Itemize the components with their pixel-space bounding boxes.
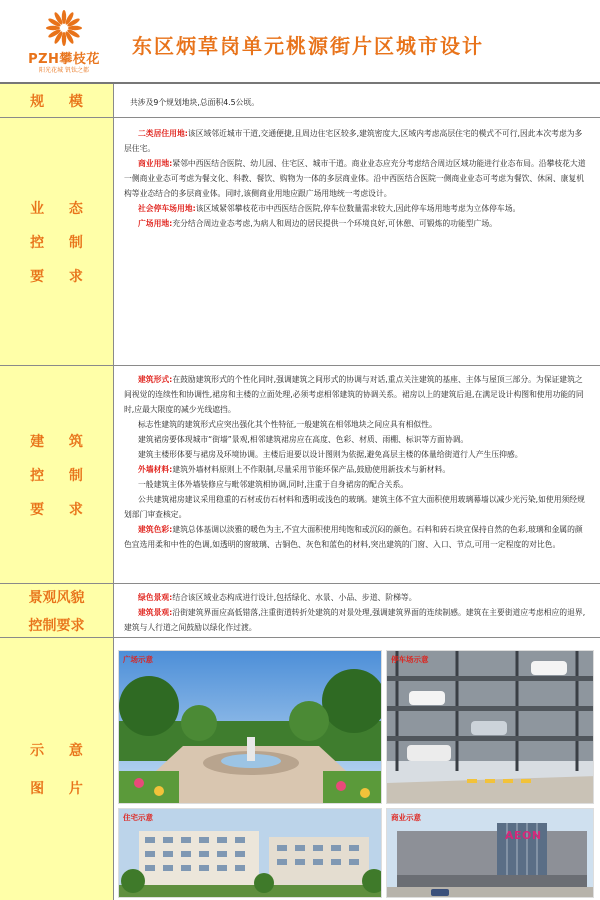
images-label-2: 图 片 bbox=[30, 781, 93, 797]
row-example-images bbox=[0, 638, 600, 900]
logo-text: PZH攀枝花 bbox=[28, 52, 100, 67]
row-body-use bbox=[118, 118, 594, 365]
row-label-scale bbox=[0, 84, 114, 117]
arch-para: 外墙材料:建筑外墙材料原则上不作限制,尽量采用节能环保产品,鼓励使用新技术与新材料。 bbox=[138, 465, 451, 474]
arch-label-2: 控 制 bbox=[30, 467, 93, 484]
arch-para: 公共建筑裙房建议采用稳重的石材或仿石材料和透明或浅色的玻璃。建筑主体不宜大面积使用玻璃幕墙以减少光污染,如使用须经规划部门审查核定。 bbox=[124, 495, 585, 519]
use-label-3: 要 求 bbox=[30, 268, 93, 285]
use-para: 商业用地:紧邻中西医结合医院、幼儿园、住宅区、城市干道。商业业态应充分考虑结合周边区域功能进行业态布局。沿攀枝花大道一侧商业业态可考虑为餐文化、科教、餐饮、购物为一体的多层商业体。沿中西医结合医院一侧商业业态可考虑为餐饮、休闲、康复机构等业态结合的多层商业体。同时,该侧商业用地应跟广场用地统一考虑设计。 bbox=[124, 159, 586, 198]
row-body-landscape bbox=[118, 584, 594, 637]
design-table bbox=[0, 82, 600, 900]
row-label-arch bbox=[0, 366, 114, 583]
plaza-caption: 广场示意 bbox=[123, 655, 153, 664]
row-use-control bbox=[0, 118, 600, 366]
parking-photo bbox=[386, 650, 594, 804]
scale-label: 规 模 bbox=[30, 93, 93, 110]
arch-label-1: 建 筑 bbox=[30, 433, 93, 450]
residential-photo bbox=[118, 808, 382, 898]
landscape-para: 建筑景观:沿街建筑界面应高低错落,注重街道转折处建筑的对景处理,强调建筑界面的连续制感。建筑在主要街道应考虑相应的退界,建筑与人行道之间鼓励以绿化作过渡。 bbox=[124, 608, 586, 632]
row-label-landscape bbox=[0, 584, 114, 637]
flower-logo-icon bbox=[44, 8, 84, 48]
page-title: 东区炳草岗单元桃源街片区城市设计 bbox=[132, 34, 484, 58]
row-architecture-control bbox=[0, 366, 600, 584]
scale-text: 共涉及9个规划地块,总面积4.5公顷。 bbox=[130, 98, 259, 107]
row-scale bbox=[0, 84, 600, 118]
row-body-arch bbox=[118, 366, 594, 583]
residential-caption: 住宅示意 bbox=[123, 813, 153, 822]
landscape-para: 绿色景观:结合该区域业态构成进行设计,包括绿化、水景、小品、步道、阶梯等。 bbox=[138, 593, 417, 602]
use-para: 广场用地:充分结合周边业态考虑,为病人和周边的居民提供一个环境良好,可休憩、可锻炼的功能型广场。 bbox=[138, 219, 497, 228]
arch-para: 建筑主楼形体要与裙房及环境协调。主楼后退要以设计图则为依据,避免高层主楼的体量给街道行人产生压抑感。 bbox=[138, 450, 523, 459]
arch-para: 标志性建筑的建筑形式应突出强化其个性特征,一般建筑在相邻地块之间应具有相似性。 bbox=[138, 420, 437, 429]
landscape-label-1: 景观风貌 bbox=[28, 589, 85, 606]
use-para: 社会停车场用地:该区域紧邻攀枝花市中西医结合医院,停车位数量需求较大,因此停车场用地考虑为立体停车场。 bbox=[138, 204, 521, 213]
commercial-photo bbox=[386, 808, 594, 898]
mall-sign: AEON bbox=[505, 829, 542, 842]
arch-para: 建筑裙房要体现城市“街墙”景观,相邻建筑裙房应在高度、色彩、材质、雨棚、标识等方面协调。 bbox=[138, 435, 469, 444]
pzh-logo bbox=[14, 8, 114, 74]
row-landscape-control bbox=[0, 584, 600, 638]
arch-para: 建筑形式:在鼓励建筑形式的个性化同时,强调建筑之间形式的协调与对话,重点关注建筑的基座、主体与屋顶三部分。为保证建筑之间视觉的连续性和协调性,裙房和主楼的立面处理,必须考虑相邻建筑的协调关系。裙房以上的建筑后退,在满足设计构图和使用功能的同时,应最大限度的减少光线遮挡。 bbox=[124, 375, 584, 414]
landscape-label-2: 控制要求 bbox=[28, 617, 85, 634]
arch-label-3: 要 求 bbox=[30, 501, 93, 518]
row-label-use bbox=[0, 118, 114, 365]
page-header bbox=[0, 0, 600, 82]
use-para: 二类居住用地:该区域邻近城市干道,交通便捷,且周边住宅区较多,建筑密度大,区域内考虑高层住宅的模式不可行,因此本次考虑为多层住宅。 bbox=[124, 129, 583, 153]
plaza-photo bbox=[118, 650, 382, 804]
commercial-caption: 商业示意 bbox=[391, 813, 421, 822]
row-body-scale bbox=[118, 84, 594, 117]
images-label-1: 示 意 bbox=[30, 743, 93, 759]
arch-para: 建筑色彩:建筑总体基调以淡雅的暖色为主,不宜大面积使用纯饱和或沉闷的颜色。石料和砖石块宜保持自然的色彩,玻璃和金属的颜色宜选用柔和中性的色调,如透明的窗玻璃、古铜色、灰色和蓝色的材料,突出建筑的门窗、入口、节点,可用一定程度的对比色。 bbox=[124, 525, 583, 549]
arch-para: 一般建筑主体外墙装修应与毗邻建筑相协调,同时,注重于自身裙房的配合关系。 bbox=[138, 480, 409, 489]
use-label-1: 业 态 bbox=[30, 200, 93, 217]
row-label-images bbox=[0, 638, 114, 900]
use-label-2: 控 制 bbox=[30, 234, 93, 251]
logo-subtitle: 阳光花城 钒钛之都 bbox=[39, 67, 89, 74]
parking-caption: 停车场示意 bbox=[391, 655, 429, 664]
